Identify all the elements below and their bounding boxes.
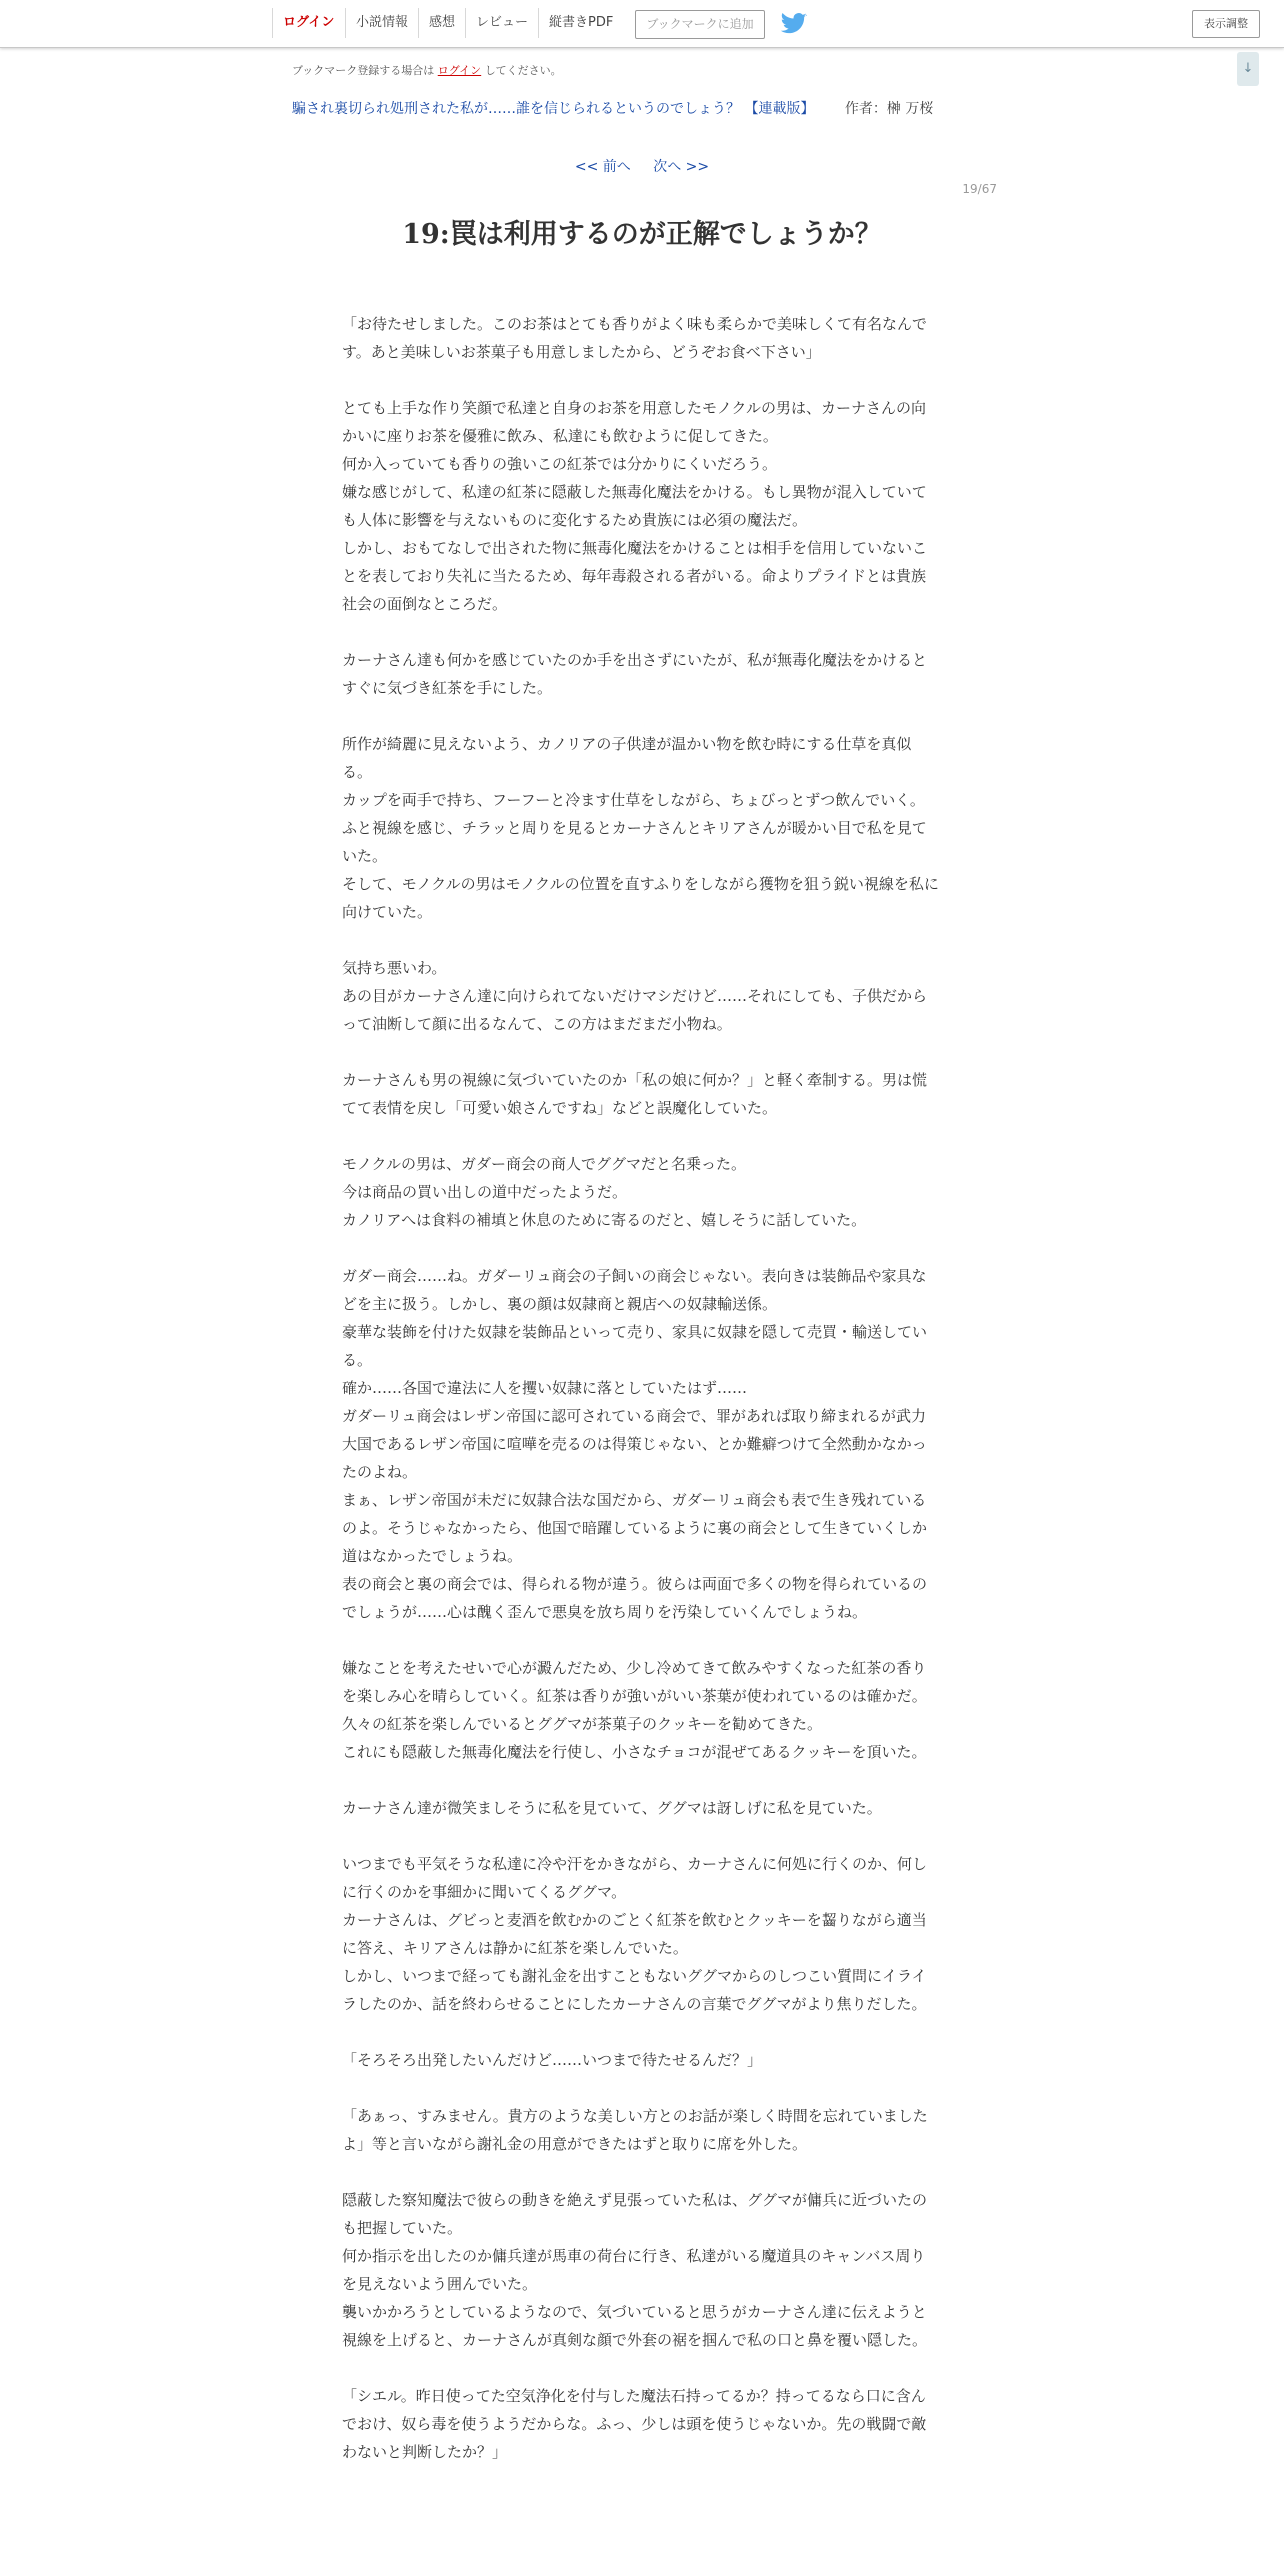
prev-chapter-link[interactable]: << 前へ <box>574 159 631 175</box>
body-paragraph: これにも隠蔽した無毒化魔法を行使し、小さなチョコが混ぜてあるクッキーを頂いた。 <box>342 1743 927 1761</box>
blank-line <box>342 2354 940 2382</box>
nav-novel-info-link[interactable]: 小説情報 <box>345 8 418 38</box>
blank-line <box>342 1766 940 1794</box>
blank-line <box>342 1626 940 1654</box>
body-paragraph: 隠蔽した察知魔法で彼らの動きを絶えず見張っていた私は、ググマが傭兵に近づいたのも把握していた。 <box>342 2191 928 2237</box>
blank-line <box>342 1822 940 1850</box>
blank-line <box>342 1122 940 1150</box>
display-adjust-button[interactable]: 表示調整 <box>1192 10 1260 38</box>
body-paragraph: しかし、おもてなしで出された物に無毒化魔法をかけることは相手を信用していないことを表しており失礼に当たるため、毎年毒殺される者がいる。命よりプライドとは貴族社会の面倒なところだ。 <box>342 539 928 613</box>
blank-line <box>342 618 940 646</box>
bookmark-note-text-after: してください。 <box>484 64 562 77</box>
next-chapter-link[interactable]: 次へ >> <box>653 159 710 175</box>
body-paragraph: 襲いかかろうとしているようなので、気づいていると思うがカーナさん達に伝えようと視線を上げると、カーナさんが真剣な顔で外套の裾を掴んで私の口と鼻を覆い隠した。 <box>342 2303 928 2349</box>
blank-line <box>342 2158 940 2186</box>
nav-vertical-pdf-link[interactable]: 縦書きPDF <box>538 8 623 38</box>
body-paragraph: カーナさん達も何かを感じていたのか手を出さずにいたが、私が無毒化魔法をかけるとすぐに気づき紅茶を手にした。 <box>342 651 928 697</box>
body-paragraph: 気持ち悪いわ。 <box>342 959 447 977</box>
scroll-down-arrow-icon[interactable]: ↓ <box>1237 52 1259 86</box>
top-navigation-bar <box>0 0 1284 48</box>
chapter-pager <box>0 156 1284 176</box>
body-paragraph: あの目がカーナさん達に向けられてないだけマシだけど……それにしても、子供だからって油断して顔に出るなんて、この方はまだまだ小物ね。 <box>342 987 928 1033</box>
body-paragraph: ガダーリュ商会はレザン帝国に認可されている商会で、罪があれば取り締まれるが武力大国であるレザン帝国に喧嘩を売るのは得策じゃない、とか難癖つけて全然動かなかったのよね。 <box>342 1407 927 1481</box>
body-paragraph: 何か入っていても香りの強いこの紅茶では分かりにくいだろう。 <box>342 455 778 473</box>
body-paragraph: そして、モノクルの男はモノクルの位置を直すふりをしながら獲物を狙う鋭い視線を私に向けていた。 <box>342 875 939 921</box>
blank-line <box>342 2074 940 2102</box>
novel-info-line <box>292 98 933 118</box>
blank-line <box>342 1234 940 1262</box>
body-paragraph: ふと視線を感じ、チラッと周りを見るとカーナさんとキリアさんが暖かい目で私を見ていた。 <box>342 819 927 865</box>
body-paragraph: 嫌な感じがして、私達の紅茶に隠蔽した無毒化魔法をかける。もし異物が混入していても人体に影響を与えないものに変化するため貴族には必須の魔法だ。 <box>342 483 927 529</box>
nav-login-link[interactable]: ログイン <box>272 8 344 38</box>
novel-body-text <box>342 310 940 2466</box>
body-paragraph: 嫌なことを考えたせいで心が澱んだため、少し冷めてきて飲みやすくなった紅茶の香りを楽しみ心を晴らしていく。紅茶は香りが強いがいい茶葉が使われているのは確かだ。久々の紅茶を楽しんでいるとググマが茶菓子のクッキーを勧めてきた。 <box>342 1659 927 1733</box>
body-paragraph: 「あぁっ、すみません。貴方のような美しい方とのお話が楽しく時間を忘れていましたよ」等と言いながら謝礼金の用意ができたはずと取りに席を外した。 <box>342 2107 928 2153</box>
bookmark-note-login-link[interactable]: ログイン <box>437 64 482 77</box>
blank-line <box>342 702 940 730</box>
novel-title-link[interactable]: 騙され裏切られ処刑された私が……誰を信じられるというのでしょう？ 【連載版】 <box>292 101 815 117</box>
bookmark-note-text: ブックマーク登録する場合は <box>292 64 435 77</box>
blank-line <box>342 366 940 394</box>
nav-review-link[interactable]: レビュー <box>465 8 538 38</box>
add-bookmark-button[interactable]: ブックマークに追加 <box>635 10 765 39</box>
body-paragraph: カノリアへは食料の補填と休息のために寄るのだと、嬉しそうに話していた。 <box>342 1211 867 1229</box>
nav-impressions-link[interactable]: 感想 <box>418 8 465 38</box>
body-paragraph: まぁ、レザン帝国が未だに奴隷合法な国だから、ガダーリュ商会も表で生き残れているのよ。そうじゃなかったら、他国で暗躍しているように裏の商会として生きていくしか道はなかったでしょうね。 <box>342 1491 928 1565</box>
body-paragraph: 何か指示を出したのか傭兵達が馬車の荷台に行き、私達がいる魔道具のキャンバス周りを見えないよう囲んでいた。 <box>342 2247 926 2293</box>
blank-line <box>342 2018 940 2046</box>
body-paragraph: 今は商品の買い出しの道中だったようだ。 <box>342 1183 628 1201</box>
body-paragraph: とても上手な作り笑顔で私達と自身のお茶を用意したモノクルの男は、カーナさんの向かいに座りお茶を優雅に飲み、私達にも飲むように促してきた。 <box>342 399 926 445</box>
body-paragraph: 確か……各国で違法に人を攫い奴隷に落としていたはず…… <box>342 1379 748 1397</box>
body-paragraph: ガダー商会……ね。ガダーリュ商会の子飼いの商会じゃない。表向きは装飾品や家具などを主に扱う。しかし、裏の顔は奴隷商と親店への奴隷輸送係。 <box>342 1267 927 1313</box>
body-paragraph: 所作が綺麗に見えないよう、カノリアの子供達が温かい物を飲む時にする仕草を真似る。 <box>342 735 912 781</box>
twitter-bird-icon[interactable] <box>780 13 808 35</box>
body-paragraph: 「そろそろ出発したいんだけど……いつまで待たせるんだ？」 <box>342 2051 763 2069</box>
body-paragraph: カーナさんも男の視線に気づいていたのか「私の娘に何か？」と軽く牽制する。男は慌てて表情を戻し「可愛い娘さんですね」などと誤魔化していた。 <box>342 1071 928 1117</box>
body-paragraph: いつまでも平気そうな私達に冷や汗をかきながら、カーナさんに何処に行くのか、何しに行くのかを事細かに聞いてくるググマ。 <box>342 1855 928 1901</box>
bookmark-login-note <box>292 62 562 78</box>
body-paragraph: 「お待たせしました。このお茶はとても香りがよく味も柔らかで美味しくて有名なんです。あと美味しいお茶菓子も用意しましたから、どうぞお食べ下さい」 <box>342 315 928 361</box>
body-paragraph: しかし、いつまで経っても謝礼金を出すこともないググマからのしつこい質問にイライラしたのか、話を終わらせることにしたカーナさんの言葉でググマがより焦りだした。 <box>342 1967 927 2013</box>
blank-line <box>342 1038 940 1066</box>
author-name: 作者：榊 万桜 <box>844 101 934 117</box>
body-paragraph: カーナさん達が微笑ましそうに私を見ていて、ググマは訝しげに私を見ていた。 <box>342 1799 882 1817</box>
body-paragraph: 「シエル。昨日使ってた空気浄化を付与した魔法石持ってるか？持ってるなら口に含んでおけ、奴ら毒を使うようだからな。ふっ、少しは頭を使うじゃないか。先の戦闘で敵わないと判断したか？」 <box>342 2387 927 2461</box>
body-paragraph: 表の商会と裏の商会では、得られる物が違う。彼らは両面で多くの物を得られているのでしょうが……心は醜く歪んで悪臭を放ち周りを汚染していくんでしょうね。 <box>342 1575 928 1621</box>
body-paragraph: カーナさんは、グビっと麦酒を飲むかのごとく紅茶を飲むとクッキーを齧りながら適当に答え、キリアさんは静かに紅茶を楽しんでいた。 <box>342 1911 927 1957</box>
blank-line <box>342 926 940 954</box>
body-paragraph: モノクルの男は、ガダー商会の商人でググマだと名乗った。 <box>342 1155 746 1173</box>
chapter-title: 19:罠は利用するのが正解でしょうか？ <box>402 219 882 250</box>
chapter-count: 19/67 <box>962 182 997 196</box>
body-paragraph: カップを両手で持ち、フーフーと冷ます仕草をしながら、ちょびっとずつ飲んでいく。 <box>342 791 925 809</box>
body-paragraph: 豪華な装飾を付けた奴隷を装飾品といって売り、家具に奴隷を隠して売買・輸送している。 <box>342 1323 928 1369</box>
